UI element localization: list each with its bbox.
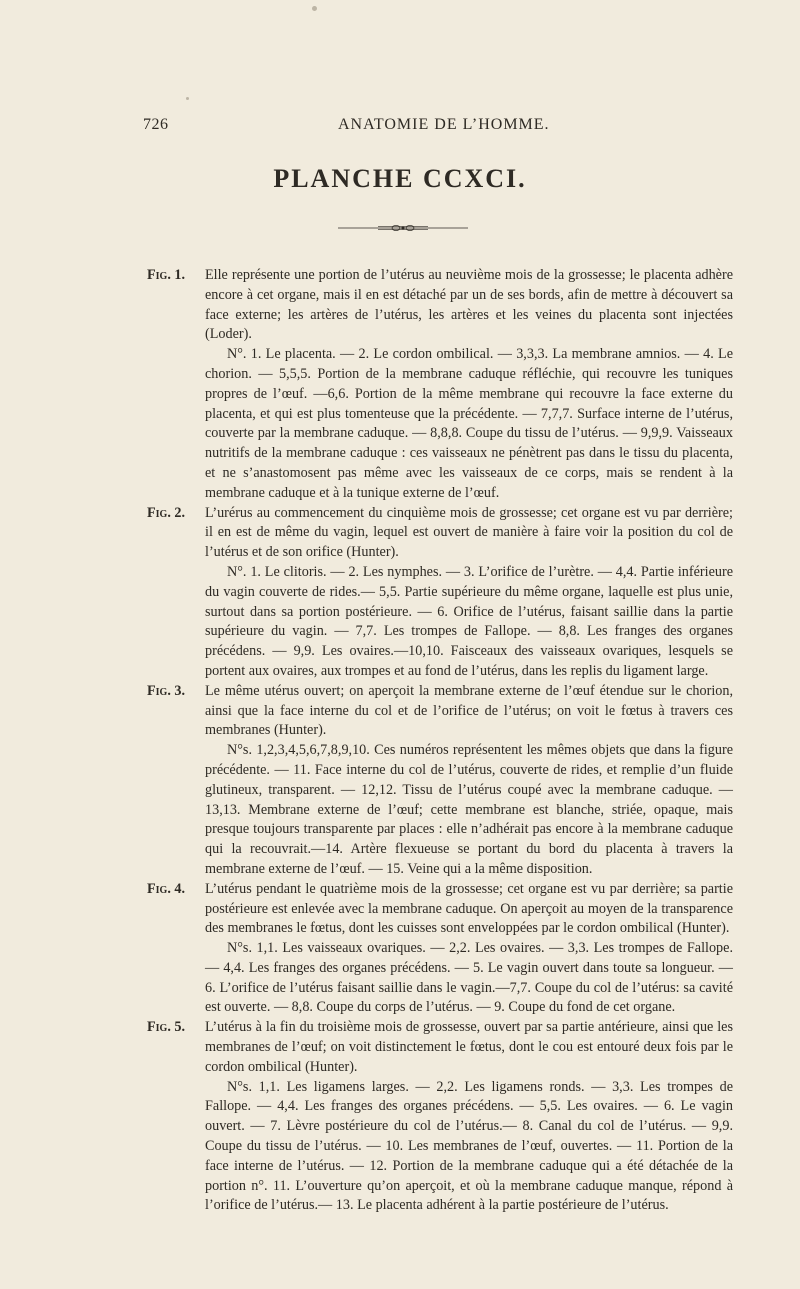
- figure-description: [147, 266, 733, 345]
- figure-label: Fig. 3.: [147, 682, 186, 699]
- figure-description: [147, 504, 733, 563]
- plate-content: [147, 266, 733, 1216]
- figure-5: [147, 1018, 733, 1216]
- figure-legend: N°s. 1,1. Les ligamens larges. — 2,2. Les ligamens ronds. — 3,3. Les trompes de Fallope. — 4,4. Les franges des organes précédens. — 5,5. Les ovaires. — 6. Le vagin ouvert. — 7. Lèvre postérieure du col de l’utérus.— 8. Canal du col de l’utérus. — 9,9. Coupe du tissu de l’utérus. — 10. Les membranes de l’œuf, ouvertes. — 11. Portion de la face interne de l’utérus. — 12. Portion de la membrane caduque qui a été détachée de la portion n°. 11. L’ouverture qu’on aperçoit, et où la membrane caduque manque, répond à l’orifice de l’utérus.— 13. Le placenta adhérent à la partie postérieure de l’utérus.: [205, 1078, 733, 1214]
- figure-label: Fig. 2.: [147, 504, 186, 521]
- figure-label: Fig. 4.: [147, 880, 186, 897]
- page-number: 726: [143, 116, 169, 133]
- figure-legend: N°. 1. Le clitoris. — 2. Les nymphes. — 3. L’orifice de l’urètre. — 4,4. Partie inférieure du vagin couverte de rides.— 5,5. Partie supérieure du même organe, laquelle est plus unie, surtout dans sa portion postérieure. — 6. Orifice de l’utérus, faisant saillie dans la partie supérieure du vagin. — 7,7. Les trompes de Fallope. — 8,8. Les franges des organes précédens. — 9,9. Les ovaires.—10,10. Faisceaux des vaisseaux ovariques, lesquels se portent aux ovaires, aux trompes et au fond de l’utérus, dans les replis du ligament large.: [205, 563, 733, 679]
- figure-legend: N°s. 1,2,3,4,5,6,7,8,9,10. Ces numéros représentent les mêmes objets que dans la figure précédente. — 11. Face interne du col de l’utérus, couverte de rides, et remplie d’un fluide glutineux, transparent. — 12,12. Tissu de l’utérus coupé avec la membrane caduque. — 13,13. Membrane externe de l’œuf; cette membrane est blanche, striée, opaque, mais presque toujours transparente par places : elle n’adhérait pas encore à la membrane caduque qui la recouvrait.—14. Artère flexueuse se portant du bord du placenta à travers la membrane externe de l’œuf. — 15. Veine qui a la même disposition.: [205, 742, 733, 877]
- figure-description: [147, 682, 733, 741]
- description-text: L’urérus au commencement du cinquième mois de grossesse; cet organe est vu par derrière; il en est de même du vagin, lequel est ouvert de manière à faire voir la position du col de l’utérus et de son orifice (Hunter).: [205, 504, 733, 561]
- title-ornament: [338, 223, 468, 233]
- figure-description: [147, 880, 733, 939]
- figure-3: [147, 682, 733, 880]
- paper-speck: [186, 97, 189, 100]
- description-text: Le même utérus ouvert; on aperçoit la membrane externe de l’œuf étendue sur le chorion, ainsi que la face interne du col et de l’orifice de l’utérus; on voit le fœtus à travers ces membranes (Hunter).: [205, 682, 733, 739]
- figure-legend: N°s. 1,1. Les vaisseaux ovariques. — 2,2. Les ovaires. — 3,3. Les trompes de Fallope. — 4,4. Les franges des organes précédens. — 5. Le vagin ouvert dans toute sa longueur. — 6. L’orifice de l’utérus faisant saillie dans le vagin.—7,7. Coupe du col de l’utérus: sa cavité est ouverte. — 8,8. Coupe du corps de l’utérus. — 9. Coupe du fond de cet organe.: [205, 940, 733, 1016]
- paper-speck: [312, 6, 317, 11]
- figure-1: [147, 266, 733, 504]
- plate-title: PLANCHE CCXCI.: [273, 164, 527, 193]
- description-text: Elle représente une portion de l’utérus au neuvième mois de la grossesse; le placenta adhère encore à cet organe, mais il en est détaché par un de ses bords, afin de mettre à découvert sa face externe; les artères de l’utérus, les artères et les veines du placenta sont injectées (Loder).: [205, 267, 733, 343]
- figure-description: [147, 1018, 733, 1077]
- figure-2: [147, 504, 733, 682]
- figure-legend: N°. 1. Le placenta. — 2. Le cordon ombilical. — 3,3,3. La membrane amnios. — 4. Le chorion. — 5,5,5. Portion de la membrane caduque réfléchie, qui recouvre les tuniques propres de l’œuf. —6,6. Portion de la même membrane qui recouvre la face externe du placenta, et qui est plus tomenteuse que la précédente. — 7,7,7. Surface interne de l’utérus, couverte par la membrane caduque. — 8,8,8. Coupe du tissu de l’utérus. — 9,9,9. Vaisseaux nutritifs de la membrane caduque : ces vaisseaux ne pénètrent pas dans le tissu du placenta, et ne s’anastomosent pas même avec les vaisseaux de ce corps, mais se rendent à la membrane caduque et à la tunique externe de l’œuf.: [205, 346, 733, 501]
- header-title: ANATOMIE DE L’HOMME.: [338, 116, 550, 133]
- description-text: L’utérus à la fin du troisième mois de grossesse, ouvert par sa partie antérieure, ainsi que les membranes de l’œuf; on voit distinctement le fœtus, dont le cou est entouré deux fois par le cordon ombilical (Hunter).: [205, 1019, 733, 1075]
- figure-label: Fig. 1.: [147, 267, 186, 283]
- description-text: L’utérus pendant le quatrième mois de la grossesse; cet organe est vu par derrière; sa partie postérieure est enlevée avec la membrane caduque. On aperçoit au moyen de la transparence des membranes le fœtus, dont les cuisses sont enveloppées par le cordon ombilical (Hunter).: [205, 880, 733, 937]
- figure-4: [147, 880, 733, 1019]
- figure-label: Fig. 5.: [147, 1019, 186, 1036]
